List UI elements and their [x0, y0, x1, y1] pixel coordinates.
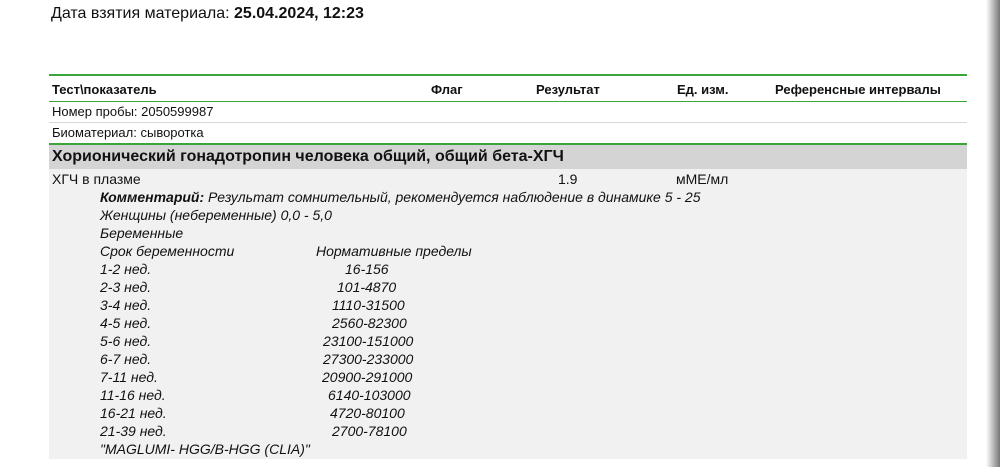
comment-col-term: Срок беременности	[100, 243, 235, 259]
comment-nonpregnant: Женщины (небеременные) 0,0 - 5,0	[100, 207, 332, 223]
term-range: 23100-151000	[323, 333, 414, 349]
term-label: 3-4 нед.	[100, 297, 152, 313]
column-header-result: Результат	[536, 82, 600, 97]
biomaterial: Биоматериал: сыворотка	[52, 125, 204, 140]
result-test-name: ХГЧ в плазме	[52, 171, 141, 187]
term-label: 5-6 нед.	[100, 333, 152, 349]
column-header-flag: Флаг	[431, 82, 463, 97]
term-label: 7-11 нед.	[100, 369, 158, 385]
sample-number: Номер пробы: 2050599987	[52, 104, 214, 119]
comment-method: "MAGLUMI- HGG/B-HGG (CLIA)"	[100, 441, 310, 457]
comment-block	[49, 188, 967, 459]
term-range: 27300-233000	[323, 351, 414, 367]
term-range: 101-4870	[337, 279, 397, 295]
term-range: 1110-31500	[332, 297, 405, 313]
comment-first-line	[100, 189, 701, 205]
biomaterial-row	[49, 123, 967, 143]
term-label: 1-2 нед.	[100, 261, 152, 277]
column-header-reference: Референсные интервалы	[775, 82, 941, 97]
lab-report-table	[49, 74, 967, 459]
comment-pregnant-title: Беременные	[100, 225, 184, 241]
column-header-test: Тест\показатель	[52, 82, 157, 97]
sample-date-value: 25.04.2024, 12:23	[234, 5, 364, 22]
term-label: 11-16 нед.	[100, 387, 166, 403]
sample-date-label: Дата взятия материала:	[51, 5, 230, 22]
term-label: 2-3 нед.	[100, 279, 152, 295]
column-header-units: Ед. изм.	[677, 82, 729, 97]
result-row	[49, 169, 967, 188]
term-range: 16-156	[345, 261, 389, 277]
term-range: 6140-103000	[328, 387, 411, 403]
result-units: мМЕ/мл	[676, 171, 729, 187]
test-block	[49, 169, 967, 459]
comment-text: Результат сомнительный, рекомендуется наблюдение в динамике 5 - 25	[208, 189, 701, 205]
comment-label: Комментарий:	[100, 189, 205, 205]
section-title: Хорионический гонадотропин человека общий, общий бета-ХГЧ	[49, 145, 967, 169]
sample-date-line	[51, 5, 364, 23]
term-label: 6-7 нед.	[100, 351, 152, 367]
page-edge-shadow	[986, 0, 1000, 467]
sample-number-row	[49, 102, 967, 122]
term-label: 4-5 нед.	[100, 315, 152, 331]
term-label: 21-39 нед.	[100, 423, 167, 439]
table-header-row	[49, 76, 967, 101]
term-range: 20900-291000	[322, 369, 413, 385]
comment-col-norm: Нормативные пределы	[316, 243, 472, 259]
term-label: 16-21 нед.	[100, 405, 167, 421]
term-range: 2560-82300	[332, 315, 407, 331]
term-range: 4720-80100	[330, 405, 405, 421]
term-range: 2700-78100	[332, 423, 407, 439]
result-value: 1.9	[558, 171, 578, 187]
